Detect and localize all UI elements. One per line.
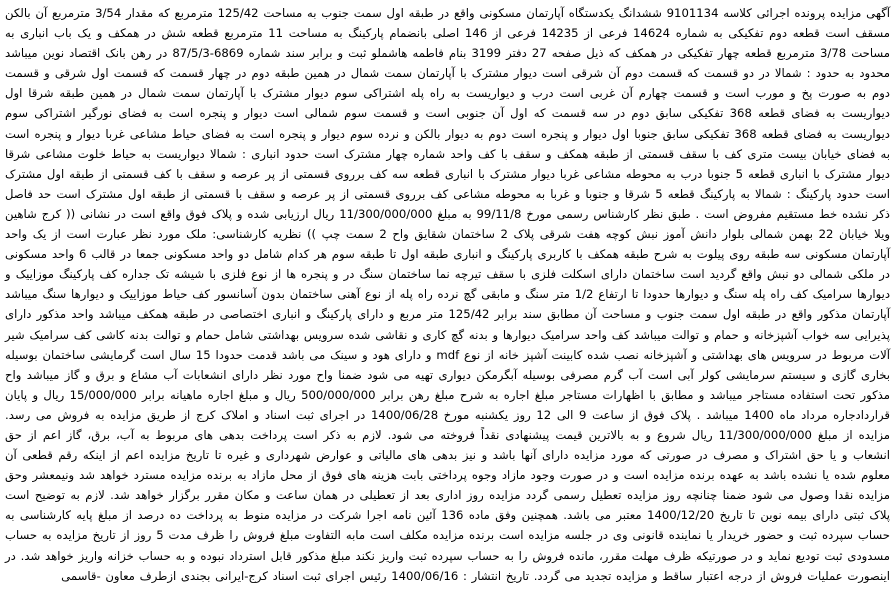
- auction-notice-text: آگهی مزایده پرونده اجرائی کلاسه 9101134 ششدانگ یکدستگاه آپارتمان مسکونی واقع در طبقه اول سمت جنوب به مساحت 125/42 مترمربع که مقدار 3/54 مترمربع آن بالکن مسقف است قطعه دوم تفکیکی به شماره 14624 فرعی از 14235 فرعی از 146 اصلی بانضمام پارکینگ به مساحت 11 مترمربع قطعه شش در همکف و یک باب انباری به مساحت 3/78 مترمربع قطعه چهار تفکیکی در همکف که ذیل صفحه 27 دفتر 3199 بنام فاطمه هاشملو ثبت و برابر سند شماره 6869-87/5/3 در رهن بانک اقتصاد نوین میباشد محدود به حدود : شمالا در دو قسمت که قسمت دوم آن شرقی است دیوار مشترک با آپارتمان سمت شمال در همین طبقه دوم در چهار قسمت که قسمت اول شرقی و قسمت دوم به صورت پخ و مورب است و قسمت چهارم آن غربی است درب و دیواریست به راه پله اشتراکی سوم دیوار مشترک با آپارتمان سمت شمال در همین طبقه شرقا اول دیواریست به فضای قطعه 368 تفکیکی سابق دوم در سه قسمت که اول آن جنوبی است و قسمت سوم شمالی است دیوار و پنجره است به فضای نورگیر اشتراکی سوم دیواریست به فضای قطعه 368 تفکیکی سابق جنوبا اول دیوار و پنجره است دوم به دیوار بالکن و نرده سوم دیوار و پنجره است به فضای حیاط مشاعی غربا دیوار و پنجره است به فضای خیابان بیست متری کف با سقف قسمتی از طبقه همکف و سقف با کف واحد شماره چهار مشترک است حدود انباری : شمالا دیواریست به حیاط خلوت مشاعی شرقا دیوار مشترک با انباری قطعه 5 جنوبا درب به محوطه مشاعی غربا دیوار مشترک با انباری قطعه سه کف برروی قسمتی از پر عرصه و سقف با کف قسمتی از طبقه اول مشترک است حدود پارکینگ : شمالا به پارکینگ قطعه 5 شرقا و جنوبا و غربا به محوطه مشاعی کف برروی قسمتی از پر عرصه و سقف با قسمتی از طبقه اول مشترک است حد فاصل ذکر نشده خط مستقیم مفروض است . طبق نظر کارشناس رسمی مورخ 99/11/8 به مبلغ 11/300/000/000 ریال ارزیابی شده و پلاک فوق واقع است در نشانی (( کرج شاهین ویلا خیابان 22 بهمن شمالی بلوار دانش آموز نبش کوچه هفت شرقی پلاک 2 ساختمان شقایق واح 2 سمت چپ )) نظریه کارشناسی: ملک مورد نظر عبارت است از یک واحد آپارتمان مسکونی سه طبقه روی پیلوت به شرح طبقه همکف با کاربری پارکینگ و انباری طبقه اول تا طبقه سوم هر کدام شامل دو واحد مسکونی جمعا در قالب 6 واحد مسکونی در ملکی شمالی دو نبش واقع گردید است ساختمان دارای اسکلت فلزی با سقف تیرچه نما ساختمان سنگ در و پنجره ها از نوع فلزی با شیشه تک جداره کف پارکینگ موزاییک و دیوارها سرامیک کف راه پله سنگ و دیوارها حدودا تا ارتفاع 1/2 متر سنگ و مابقی گچ نرده راه پله از نوع آهنی ساختمان بدون آسانسور کف حیاط موزاییک و دیوارها سنگ میباشد آپارتمان مذکور واقع در طبقه اول سمت جنوب و مساحت آن مطابق سند برابر 125/42 متر مربع و دارای پارکینگ و انباری اختصاصی در طبقه همکف میباشد واحد مذکور دارای پذیرایی سه خواب آشپزخانه و حمام و توالت میباشد کف واحد سرامیک دیوارها و بدنه گچ کاری و نقاشی شده سرویس بهداشتی شامل حمام و توالت بدنه کاشی کف سرامیک شیر آلات مربوط در سرویس های بهداشتی و آشپزخانه نصب شده کابینت آشپز خانه از نوع mdf و دارای هود و سینک می باشد قدمت حدودا 15 سال است گرمایشی ساختمان بوسیله بخاری گازی و سیستم سرمایشی کولر آبی است آب گرم مصرفی بوسیله آبگرمکن دیواری تهیه می شود ضمنا واح مورد نظر دارای انشعابات آب مشاع و برق و گاز میباشد واح مذکور تحت استفاده مستاجر میباشد و مطابق با اظهارات مستاجر مبلغ اجاره به شرح مبلغ رهن برابر 500/000/000 ریال و مبلغ اجاره ماهیانه برابر 15/000/000 ریال و پایان قراردادجاره مرداد ماه 1400 میباشد . پلاک فوق از ساعت 9 الی 12 روز یکشنبه مورخ 1400/06/28 در اجرای ثبت اسناد و املاک کرج از طریق مزایده به فروش می رسد. مزایده از مبلغ 11/300/000/000 ریال شروع و به بالاترین قیمت پیشنهادی نقداً فروخته می شود. لازم به ذکر است پرداخت بدهی های مربوط به آب، برق، گاز اعم از حق انشعاب و یا حق اشتراک و مصرف در صورتی که مورد مزایده دارای آنها باشد و نیز بدهی های مالیاتی و عوارض شهرداری و غیره تا تاریخ مزایده اعم از اینکه رقم قطعی آن معلوم شده یا نشده باشد به عهده برنده مزایده است و در صورت وجود مازاد وجوه پرداختی بابت هزینه های فوق از محل مازاد به برنده مزایده مسترد خواهد شد ونیمعشر وحق مزایده نقدا وصول می شود ضمنا چنانچه روز مزایده تعطیل رسمی گردد مزایده روز اداری بعد از تعطیلی در همان ساعت و مکان مقرر برگزار خواهد شد. لازم به توضیح است پلاک ثبتی دارای بیمه نوین تا تاریخ 1400/12/20 معتبر می باشد. همچنین وفق ماده 136 آئین نامه اجرا شرکت در مزایده منوط به پرداخت ده درصد از مبلغ پایه کارشناسی به حساب سپرده ثبت و حضور خریدار یا نماینده قانونی وی در جلسه مزایده است برنده مزایده مکلف است مابه التفاوت مبلغ فروش را ظرف مدت 5 روز از تاریخ مزایده به حساب مسدودی ثبت تودیع نماید و در صورتیکه ظرف مهلت مقرر، مانده فروش را به حساب سپرده ثبت واریز نکند مبلغ مذکور قابل استرداد نبوده و به حساب خزانه واریز خواهد شد. در اینصورت عملیات فروش از درجه اعتبار ساقط و مزایده تجدید می گردد. تاریخ انتشار : 1400/06/16 رئیس اجرای ثبت اسناد کرج-ایرانی بجندی ازطرف معاون -قاسمی: [5, 6, 891, 583]
